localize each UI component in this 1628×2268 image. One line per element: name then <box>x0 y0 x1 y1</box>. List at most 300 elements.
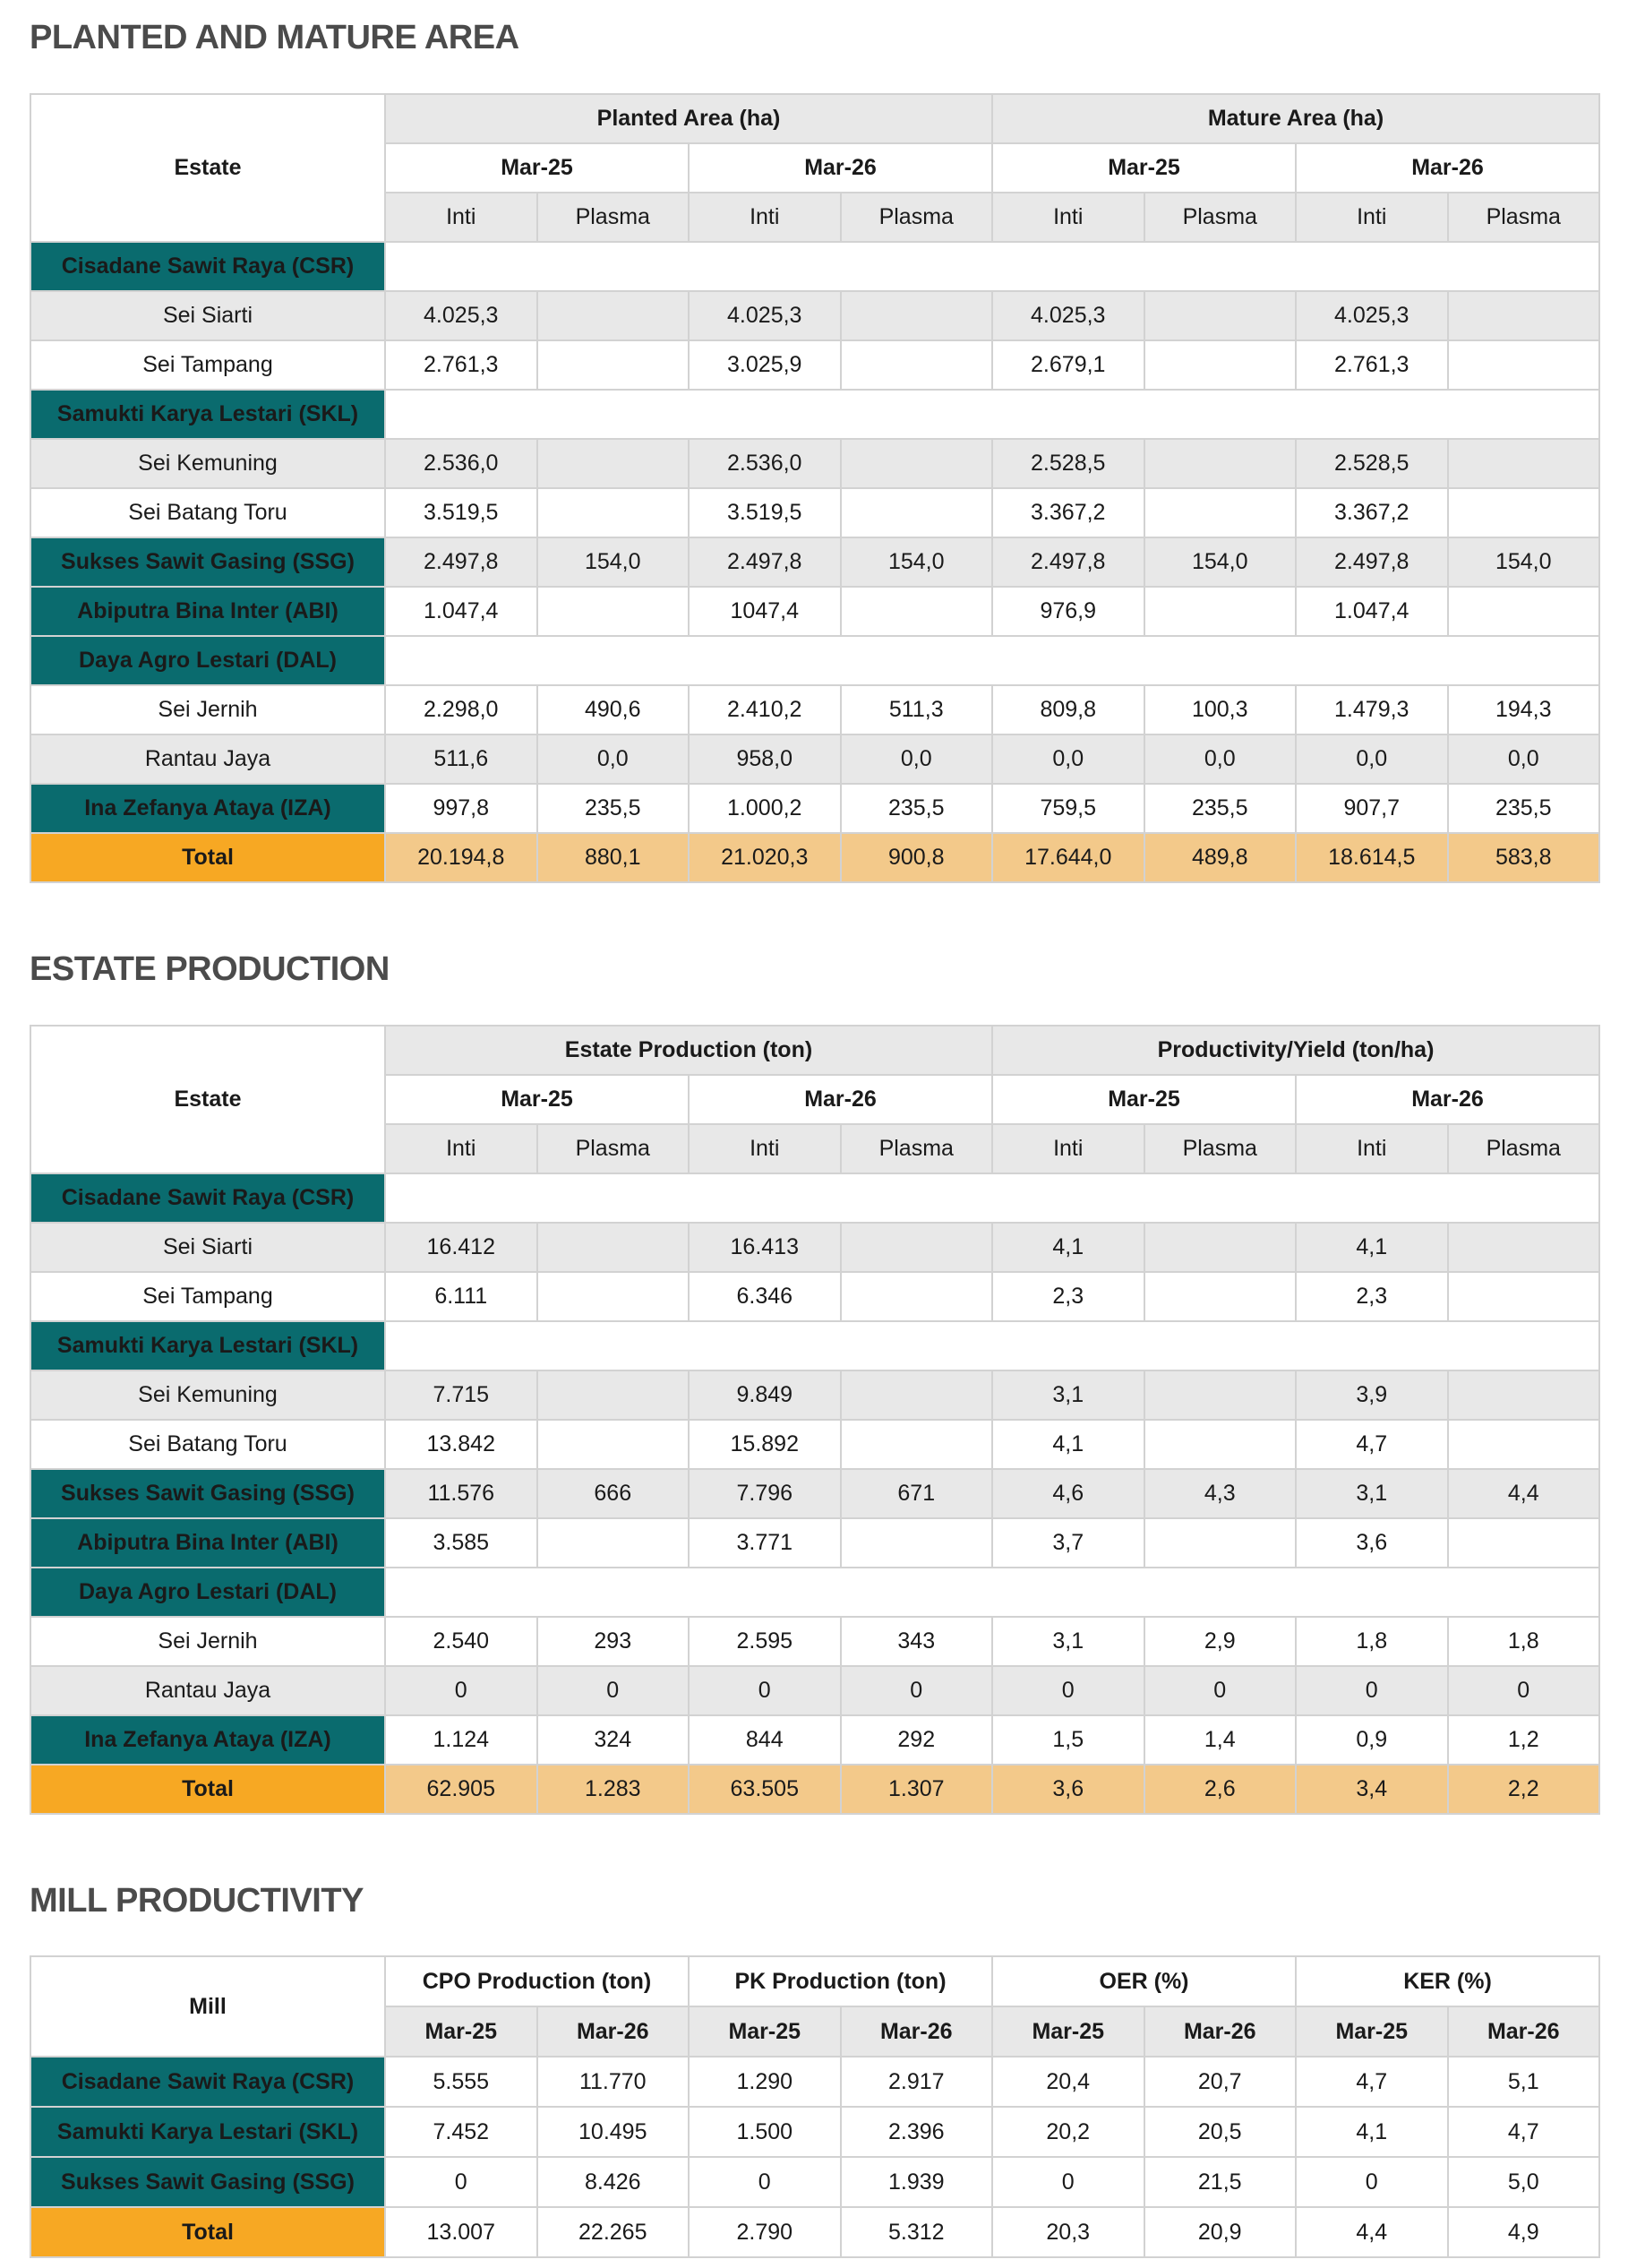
data-cell <box>1144 1223 1297 1272</box>
data-cell: 0,0 <box>841 735 993 784</box>
company-row <box>30 1715 1599 1765</box>
data-cell: 154,0 <box>1448 537 1600 587</box>
company-row <box>30 2107 1599 2157</box>
data-cell <box>841 340 993 390</box>
data-cell <box>537 587 690 636</box>
column-header-sub: Inti <box>1296 1124 1448 1173</box>
data-cell: 10.495 <box>537 2107 690 2157</box>
column-header-sub: Plasma <box>841 1124 993 1173</box>
data-cell <box>1448 488 1600 537</box>
data-cell: 7.796 <box>689 1469 841 1518</box>
data-cell <box>841 1272 993 1321</box>
data-cell <box>1144 1370 1297 1420</box>
data-cell: 5.312 <box>841 2207 993 2257</box>
company-row <box>30 1173 1599 1223</box>
estate-row <box>30 1420 1599 1469</box>
data-cell: 235,5 <box>1448 784 1600 833</box>
company-row <box>30 537 1599 587</box>
data-cell <box>1144 340 1297 390</box>
data-cell: 0 <box>1144 1666 1297 1715</box>
company-row-label: Cisadane Sawit Raya (CSR) <box>30 1173 385 1223</box>
data-cell <box>1448 1272 1600 1321</box>
column-header-groupw: OER (%) <box>992 1956 1296 2006</box>
data-cell <box>841 439 993 488</box>
data-cell: 0 <box>385 2157 537 2207</box>
data-cell <box>1448 1223 1600 1272</box>
data-cell: 4,3 <box>1144 1469 1297 1518</box>
data-cell: 2,6 <box>1144 1765 1297 1814</box>
column-header-sub: Plasma <box>1448 193 1600 242</box>
data-cell <box>1144 1272 1297 1321</box>
data-cell <box>841 291 993 340</box>
data-cell <box>841 587 993 636</box>
company-row-label: Ina Zefanya Ataya (IZA) <box>30 784 385 833</box>
column-header-sub: Inti <box>689 1124 841 1173</box>
data-cell <box>537 1420 690 1469</box>
data-cell: 6.111 <box>385 1272 537 1321</box>
data-cell <box>1448 340 1600 390</box>
data-cell: 1.283 <box>537 1765 690 1814</box>
data-cell <box>1144 587 1297 636</box>
data-cell: 3,1 <box>992 1370 1144 1420</box>
section-planted-mature-area <box>30 20 1600 883</box>
data-cell <box>537 1223 690 1272</box>
data-cell: 0 <box>992 1666 1144 1715</box>
data-cell: 3,1 <box>1296 1469 1448 1518</box>
section-estate-production <box>30 951 1600 1815</box>
empty-data-cell <box>385 636 1599 685</box>
estate-row-label: Sei Siarti <box>30 291 385 340</box>
data-cell: 1.500 <box>689 2107 841 2157</box>
company-row-label: Cisadane Sawit Raya (CSR) <box>30 2057 385 2107</box>
data-cell: 0,0 <box>992 735 1144 784</box>
column-header-sub: Plasma <box>1448 1124 1600 1173</box>
data-cell: 11.576 <box>385 1469 537 1518</box>
column-header-month: Mar-25 <box>992 2006 1144 2057</box>
estate-row <box>30 1223 1599 1272</box>
data-cell: 20,3 <box>992 2207 1144 2257</box>
data-cell: 2.790 <box>689 2207 841 2257</box>
data-cell: 2.917 <box>841 2057 993 2107</box>
data-cell <box>841 1518 993 1568</box>
data-cell: 0 <box>1296 1666 1448 1715</box>
data-cell: 900,8 <box>841 833 993 882</box>
data-cell: 293 <box>537 1617 690 1666</box>
company-row <box>30 1469 1599 1518</box>
data-cell: 21,5 <box>1144 2157 1297 2207</box>
data-cell <box>841 1420 993 1469</box>
data-cell: 0 <box>385 1666 537 1715</box>
data-cell: 0,0 <box>1448 735 1600 784</box>
data-cell: 583,8 <box>1448 833 1600 882</box>
data-cell: 1,8 <box>1296 1617 1448 1666</box>
data-cell: 4,4 <box>1448 1469 1600 1518</box>
estate-production-header-row <box>30 1026 1599 1075</box>
column-header-month: Mar-26 <box>1448 2006 1600 2057</box>
data-cell: 3,9 <box>1296 1370 1448 1420</box>
data-cell: 4,7 <box>1448 2107 1600 2157</box>
column-header-sub: Inti <box>385 193 537 242</box>
data-cell: 0,0 <box>537 735 690 784</box>
data-cell <box>1144 1518 1297 1568</box>
data-cell: 4.025,3 <box>689 291 841 340</box>
data-cell: 5,0 <box>1448 2157 1600 2207</box>
data-cell <box>841 488 993 537</box>
data-cell <box>537 488 690 537</box>
data-cell: 4,7 <box>1296 1420 1448 1469</box>
data-cell: 4,4 <box>1296 2207 1448 2257</box>
column-header-sub: Plasma <box>1144 193 1297 242</box>
data-cell <box>1448 439 1600 488</box>
empty-data-cell <box>385 1568 1599 1617</box>
data-cell: 1.124 <box>385 1715 537 1765</box>
data-cell: 62.905 <box>385 1765 537 1814</box>
company-row <box>30 2057 1599 2107</box>
data-cell: 809,8 <box>992 685 1144 735</box>
data-cell: 0,0 <box>1296 735 1448 784</box>
column-header-month: Mar-25 <box>689 2006 841 2057</box>
data-cell: 8.426 <box>537 2157 690 2207</box>
data-cell: 15.892 <box>689 1420 841 1469</box>
data-cell: 4,1 <box>992 1420 1144 1469</box>
total-row <box>30 1765 1599 1814</box>
data-cell: 1047,4 <box>689 587 841 636</box>
data-cell: 2.536,0 <box>689 439 841 488</box>
empty-data-cell <box>385 390 1599 439</box>
company-row-label: Samukti Karya Lestari (SKL) <box>30 2107 385 2157</box>
data-cell: 1.000,2 <box>689 784 841 833</box>
column-header-group: Planted Area (ha) <box>385 94 992 143</box>
data-cell: 235,5 <box>1144 784 1297 833</box>
data-cell: 2.540 <box>385 1617 537 1666</box>
data-cell: 2.396 <box>841 2107 993 2157</box>
estate-row <box>30 685 1599 735</box>
planted-mature-area-corner-header: Estate <box>30 94 385 242</box>
data-cell: 976,9 <box>992 587 1144 636</box>
data-cell <box>537 291 690 340</box>
section-title-mill-productivity: MILL PRODUCTIVITY <box>30 1881 364 1920</box>
total-row <box>30 2207 1599 2257</box>
data-cell: 13.842 <box>385 1420 537 1469</box>
data-cell <box>537 439 690 488</box>
data-cell: 154,0 <box>841 537 993 587</box>
data-cell: 1.479,3 <box>1296 685 1448 735</box>
data-cell: 4,1 <box>1296 1223 1448 1272</box>
data-cell: 0 <box>1448 1666 1600 1715</box>
total-row-label: Total <box>30 833 385 882</box>
empty-data-cell <box>385 1321 1599 1370</box>
column-header-month: Mar-25 <box>385 2006 537 2057</box>
estate-row-label: Rantau Jaya <box>30 1666 385 1715</box>
company-row-label: Abiputra Bina Inter (ABI) <box>30 1518 385 1568</box>
column-header-group: Productivity/Yield (ton/ha) <box>992 1026 1599 1075</box>
data-cell: 20,4 <box>992 2057 1144 2107</box>
estate-row-label: Sei Tampang <box>30 1272 385 1321</box>
data-cell: 18.614,5 <box>1296 833 1448 882</box>
data-cell <box>841 1370 993 1420</box>
estate-row-label: Sei Kemuning <box>30 439 385 488</box>
data-cell: 2.761,3 <box>1296 340 1448 390</box>
data-cell <box>1448 291 1600 340</box>
data-cell: 13.007 <box>385 2207 537 2257</box>
data-cell: 2.761,3 <box>385 340 537 390</box>
data-cell <box>1144 488 1297 537</box>
company-row <box>30 636 1599 685</box>
column-header-month: Mar-26 <box>537 2006 690 2057</box>
data-cell: 3,6 <box>992 1765 1144 1814</box>
estate-row <box>30 1272 1599 1321</box>
column-header-sub: Inti <box>992 1124 1144 1173</box>
column-header-period: Mar-26 <box>689 143 992 193</box>
data-cell: 2.528,5 <box>1296 439 1448 488</box>
data-cell: 0 <box>992 2157 1144 2207</box>
estate-row <box>30 1617 1599 1666</box>
column-header-sub: Plasma <box>841 193 993 242</box>
data-cell: 0 <box>689 2157 841 2207</box>
data-cell: 20.194,8 <box>385 833 537 882</box>
column-header-groupw: KER (%) <box>1296 1956 1599 2006</box>
mill-productivity-table <box>30 1955 1600 2258</box>
data-cell <box>537 1370 690 1420</box>
data-cell: 9.849 <box>689 1370 841 1420</box>
data-cell: 490,6 <box>537 685 690 735</box>
data-cell: 7.715 <box>385 1370 537 1420</box>
data-cell: 2.497,8 <box>1296 537 1448 587</box>
data-cell: 2.497,8 <box>689 537 841 587</box>
data-cell: 20,2 <box>992 2107 1144 2157</box>
data-cell: 2,2 <box>1448 1765 1600 1814</box>
data-cell: 3.519,5 <box>385 488 537 537</box>
column-header-period: Mar-26 <box>1296 1075 1599 1124</box>
data-cell: 4.025,3 <box>1296 291 1448 340</box>
data-cell: 21.020,3 <box>689 833 841 882</box>
data-cell: 2.536,0 <box>385 439 537 488</box>
total-row-label: Total <box>30 2207 385 2257</box>
data-cell: 17.644,0 <box>992 833 1144 882</box>
data-cell <box>537 1518 690 1568</box>
company-row <box>30 784 1599 833</box>
estate-row-label: Sei Tampang <box>30 340 385 390</box>
data-cell: 3.771 <box>689 1518 841 1568</box>
column-header-sub: Inti <box>689 193 841 242</box>
total-row <box>30 833 1599 882</box>
column-header-sub: Plasma <box>537 1124 690 1173</box>
mill-productivity-corner-header: Mill <box>30 1956 385 2057</box>
estate-row-label: Sei Jernih <box>30 1617 385 1666</box>
data-cell: 2.528,5 <box>992 439 1144 488</box>
planted-mature-area-table <box>30 93 1600 883</box>
column-header-sub: Inti <box>1296 193 1448 242</box>
data-cell: 3.367,2 <box>1296 488 1448 537</box>
data-cell: 5,1 <box>1448 2057 1600 2107</box>
data-cell: 20,7 <box>1144 2057 1297 2107</box>
column-header-period: Mar-25 <box>385 1075 689 1124</box>
data-cell: 63.505 <box>689 1765 841 1814</box>
column-header-sub: Inti <box>992 193 1144 242</box>
data-cell: 1,4 <box>1144 1715 1297 1765</box>
data-cell: 0 <box>537 1666 690 1715</box>
data-cell: 2,3 <box>1296 1272 1448 1321</box>
estate-production-table <box>30 1025 1600 1815</box>
data-cell: 194,3 <box>1448 685 1600 735</box>
data-cell: 844 <box>689 1715 841 1765</box>
data-cell <box>1448 1420 1600 1469</box>
data-cell: 3,1 <box>992 1617 1144 1666</box>
data-cell: 20,9 <box>1144 2207 1297 2257</box>
data-cell: 1.290 <box>689 2057 841 2107</box>
data-cell: 4.025,3 <box>385 291 537 340</box>
company-row-label: Daya Agro Lestari (DAL) <box>30 1568 385 1617</box>
data-cell: 235,5 <box>537 784 690 833</box>
data-cell: 2.497,8 <box>992 537 1144 587</box>
company-row-label: Abiputra Bina Inter (ABI) <box>30 587 385 636</box>
data-cell: 666 <box>537 1469 690 1518</box>
data-cell: 6.346 <box>689 1272 841 1321</box>
mill-productivity-header-row <box>30 1956 1599 2006</box>
data-cell: 324 <box>537 1715 690 1765</box>
column-header-groupw: CPO Production (ton) <box>385 1956 689 2006</box>
data-cell: 11.770 <box>537 2057 690 2107</box>
column-header-period: Mar-25 <box>385 143 689 193</box>
data-cell: 7.452 <box>385 2107 537 2157</box>
company-row <box>30 1518 1599 1568</box>
data-cell: 759,5 <box>992 784 1144 833</box>
data-cell: 907,7 <box>1296 784 1448 833</box>
data-cell: 4,7 <box>1296 2057 1448 2107</box>
data-cell: 3.519,5 <box>689 488 841 537</box>
estate-row <box>30 439 1599 488</box>
company-row <box>30 390 1599 439</box>
data-cell: 2.497,8 <box>385 537 537 587</box>
data-cell: 4,6 <box>992 1469 1144 1518</box>
company-row-label: Samukti Karya Lestari (SKL) <box>30 1321 385 1370</box>
column-header-sub: Inti <box>385 1124 537 1173</box>
data-cell: 16.412 <box>385 1223 537 1272</box>
company-row-label: Ina Zefanya Ataya (IZA) <box>30 1715 385 1765</box>
data-cell: 2,9 <box>1144 1617 1297 1666</box>
data-cell: 1,5 <box>992 1715 1144 1765</box>
data-cell: 4.025,3 <box>992 291 1144 340</box>
estate-row <box>30 1370 1599 1420</box>
data-cell: 671 <box>841 1469 993 1518</box>
column-header-sub: Plasma <box>537 193 690 242</box>
company-row <box>30 242 1599 291</box>
company-row <box>30 1568 1599 1617</box>
data-cell: 511,3 <box>841 685 993 735</box>
empty-data-cell <box>385 242 1599 291</box>
data-cell <box>1448 1370 1600 1420</box>
data-cell: 3.585 <box>385 1518 537 1568</box>
data-cell <box>1448 1518 1600 1568</box>
data-cell: 958,0 <box>689 735 841 784</box>
company-row <box>30 587 1599 636</box>
column-header-group: Mature Area (ha) <box>992 94 1599 143</box>
data-cell <box>1144 291 1297 340</box>
data-cell: 5.555 <box>385 2057 537 2107</box>
section-title-planted-mature-area: PLANTED AND MATURE AREA <box>30 19 519 56</box>
data-cell: 4,9 <box>1448 2207 1600 2257</box>
column-header-month: Mar-25 <box>1296 2006 1448 2057</box>
data-cell: 4,1 <box>1296 2107 1448 2157</box>
data-cell: 4,1 <box>992 1223 1144 1272</box>
estate-row-label: Sei Batang Toru <box>30 488 385 537</box>
estate-production-corner-header: Estate <box>30 1026 385 1173</box>
data-cell: 489,8 <box>1144 833 1297 882</box>
company-row <box>30 2157 1599 2207</box>
data-cell: 292 <box>841 1715 993 1765</box>
column-header-group: Estate Production (ton) <box>385 1026 992 1075</box>
data-cell: 0 <box>689 1666 841 1715</box>
data-cell <box>537 1272 690 1321</box>
estate-row-label: Rantau Jaya <box>30 735 385 784</box>
data-cell <box>1144 439 1297 488</box>
total-row-label: Total <box>30 1765 385 1814</box>
data-cell <box>1448 587 1600 636</box>
section-mill-productivity <box>30 1883 1600 2259</box>
estate-row-label: Sei Jernih <box>30 685 385 735</box>
section-title-estate-production: ESTATE PRODUCTION <box>30 949 390 988</box>
planted-mature-area-header-row <box>30 94 1599 143</box>
data-cell: 0 <box>841 1666 993 1715</box>
estate-row <box>30 488 1599 537</box>
data-cell: 16.413 <box>689 1223 841 1272</box>
data-cell: 880,1 <box>537 833 690 882</box>
column-header-sub: Plasma <box>1144 1124 1297 1173</box>
data-cell: 1,2 <box>1448 1715 1600 1765</box>
data-cell: 2.679,1 <box>992 340 1144 390</box>
estate-row <box>30 291 1599 340</box>
column-header-groupw: PK Production (ton) <box>689 1956 992 2006</box>
data-cell: 154,0 <box>1144 537 1297 587</box>
data-cell: 1.047,4 <box>385 587 537 636</box>
estate-row-label: Sei Batang Toru <box>30 1420 385 1469</box>
empty-data-cell <box>385 1173 1599 1223</box>
data-cell: 2,3 <box>992 1272 1144 1321</box>
company-row <box>30 1321 1599 1370</box>
estate-row <box>30 1666 1599 1715</box>
column-header-month: Mar-26 <box>1144 2006 1297 2057</box>
estate-row <box>30 340 1599 390</box>
data-cell: 1.307 <box>841 1765 993 1814</box>
column-header-period: Mar-26 <box>1296 143 1599 193</box>
data-cell: 20,5 <box>1144 2107 1297 2157</box>
data-cell <box>537 340 690 390</box>
column-header-period: Mar-25 <box>992 143 1296 193</box>
data-cell: 3,4 <box>1296 1765 1448 1814</box>
data-cell: 2.595 <box>689 1617 841 1666</box>
data-cell: 997,8 <box>385 784 537 833</box>
data-cell: 0,0 <box>1144 735 1297 784</box>
estate-row-label: Sei Siarti <box>30 1223 385 1272</box>
data-cell <box>841 1223 993 1272</box>
column-header-month: Mar-26 <box>841 2006 993 2057</box>
company-row-label: Daya Agro Lestari (DAL) <box>30 636 385 685</box>
data-cell: 0,9 <box>1296 1715 1448 1765</box>
data-cell: 3,6 <box>1296 1518 1448 1568</box>
data-cell: 3.367,2 <box>992 488 1144 537</box>
data-cell: 1.047,4 <box>1296 587 1448 636</box>
data-cell: 511,6 <box>385 735 537 784</box>
data-cell: 0 <box>1296 2157 1448 2207</box>
estate-row <box>30 735 1599 784</box>
data-cell: 343 <box>841 1617 993 1666</box>
data-cell: 154,0 <box>537 537 690 587</box>
data-cell <box>1144 1420 1297 1469</box>
data-cell: 22.265 <box>537 2207 690 2257</box>
data-cell: 1,8 <box>1448 1617 1600 1666</box>
estate-row-label: Sei Kemuning <box>30 1370 385 1420</box>
data-cell: 100,3 <box>1144 685 1297 735</box>
